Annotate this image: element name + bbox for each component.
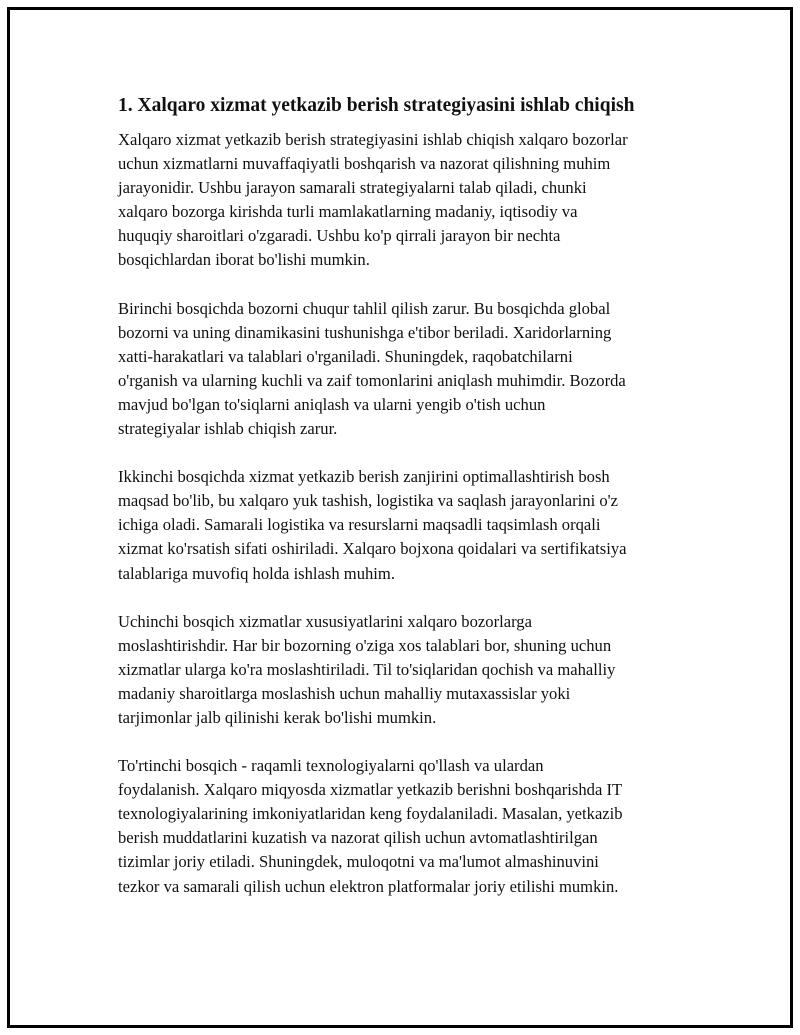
text-line: berish muddatlarini kuzatish va nazorat qilish uchun avtomatlashtirilgan bbox=[118, 828, 598, 848]
section-title: 1. Xalqaro xizmat yetkazib berish strategiyasini ishlab chiqish bbox=[118, 95, 635, 116]
text-line: tezkor va samarali qilish uchun elektron platformalar joriy etilishi mumkin. bbox=[118, 876, 619, 896]
text-line: tizimlar joriy etiladi. Shuningdek, muloqotni va ma'lumot almashinuvini bbox=[118, 852, 599, 872]
text-line: talablariga muvofiq holda ishlash muhim. bbox=[118, 563, 395, 583]
text-line: Xalqaro xizmat yetkazib berish strategiyasini ishlab chiqish xalqaro bozorlar bbox=[118, 130, 628, 149]
document-body bbox=[118, 92, 698, 923]
text-line: Uchinchi bosqich xizmatlar xususiyatlarini xalqaro bozorlarga bbox=[118, 611, 532, 631]
paragraph-stage-three bbox=[118, 610, 698, 730]
text-line: Birinchi bosqichda bozorni chuqur tahlil qilish zarur. Bu bosqichda global bbox=[118, 298, 611, 318]
paragraph-stage-one bbox=[118, 297, 698, 442]
text-line: bosqichlardan iborat bo'lishi mumkin. bbox=[118, 250, 370, 270]
text-line: tarjimonlar jalb qilinishi kerak bo'lishi mumkin. bbox=[118, 707, 437, 727]
text-line: xizmat ko'rsatish sifati oshiriladi. Xalqaro bojxona qoidalari va sertifikatsiya bbox=[118, 539, 627, 559]
text-line: To'rtinchi bosqich - raqamli texnologiyalarni qo'llash va ulardan bbox=[118, 756, 544, 776]
text-line: o'rganish va ularning kuchli va zaif tomonlarini aniqlash muhimdir. Bozorda bbox=[118, 370, 626, 390]
text-line: maqsad bo'lib, bu xalqaro yuk tashish, logistika va saqlash jarayonlarini o'z bbox=[118, 491, 619, 511]
text-line: Ikkinchi bosqichda xizmat yetkazib berish zanjirini optimallashtirish bosh bbox=[118, 467, 610, 487]
text-line: xatti-harakatlari va talablari o'rganiladi. Shuningdek, raqobatchilarni bbox=[118, 346, 573, 366]
text-line: foydalanish. Xalqaro miqyosda xizmatlar yetkazib berishni boshqarishda IT bbox=[118, 780, 623, 800]
text-line: jarayonidir. Ushbu jarayon samarali strategiyalarni talab qiladi, chunki bbox=[118, 178, 587, 198]
text-line: moslashtirishdir. Har bir bozorning o'ziga xos talablari bor, shuning uchun bbox=[118, 635, 612, 655]
paragraph-intro bbox=[118, 128, 698, 273]
paragraph-stage-two bbox=[118, 465, 698, 585]
paragraph-stage-four bbox=[118, 754, 698, 899]
text-line: uchun xizmatlarni muvaffaqiyatli boshqarish va nazorat qilishning muhim bbox=[118, 154, 611, 174]
text-line: huquqiy sharoitlari o'zgaradi. Ushbu ko'p qirrali jarayon bir nechta bbox=[118, 226, 561, 246]
text-line: strategiyalar ishlab chiqish zarur. bbox=[118, 419, 338, 439]
text-line: xizmatlar ularga ko'ra moslashtiriladi. Til to'siqlaridan qochish va mahalliy bbox=[118, 659, 616, 679]
text-line: texnologiyalarining imkoniyatlaridan keng foydalaniladi. Masalan, yetkazib bbox=[118, 804, 623, 824]
text-line: bozorni va uning dinamikasini tushunishga e'tibor beriladi. Xaridorlarning bbox=[118, 322, 612, 342]
text-line: madaniy sharoitlarga moslashish uchun mahalliy mutaxassislar yoki bbox=[118, 683, 571, 703]
text-line: mavjud bo'lgan to'siqlarni aniqlash va ularni yengib o'tish uchun bbox=[118, 394, 546, 414]
text-line: xalqaro bozorga kirishda turli mamlakatlarning madaniy, iqtisodiy va bbox=[118, 202, 578, 222]
text-line: ichiga oladi. Samarali logistika va resurslarni maqsadli taqsimlash orqali bbox=[118, 515, 601, 535]
